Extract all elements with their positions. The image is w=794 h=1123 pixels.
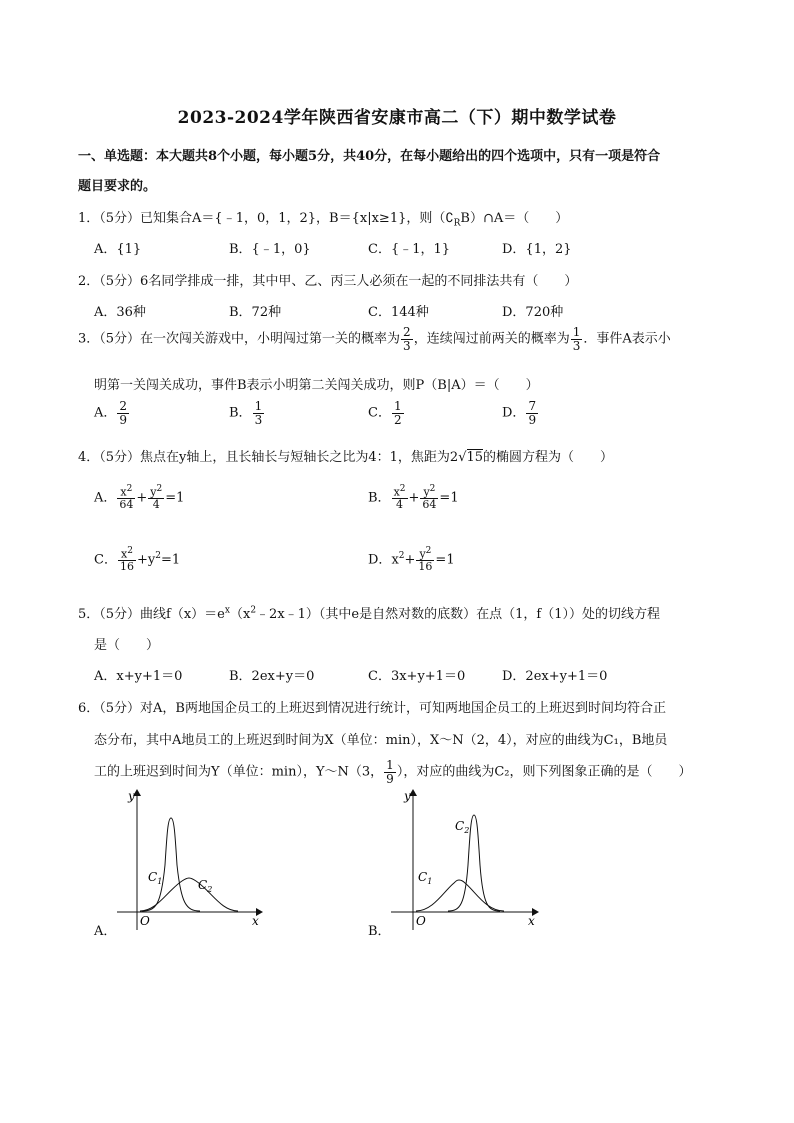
c2-label: $C_2$: [455, 819, 470, 835]
question-3-option-d[interactable]: D． $\frac{7}{9}$: [502, 399, 537, 427]
fraction: $\frac{1}{3}$: [572, 325, 581, 353]
origin-label: O: [140, 914, 150, 928]
question-6-stem-line1: 6．（5分）对A，B两地国企员工的上班迟到情况进行统计，可知两地国企员工的上班迟到时间均符合正: [78, 701, 666, 716]
question-4-stem: 4．（5分）焦点在y轴上，且长轴长与短轴长之比为4：1，焦距为2√15的椭圆方程为（ ）: [78, 450, 614, 465]
question-2-option-d[interactable]: D．720种: [502, 305, 564, 320]
question-2-option-a[interactable]: A．36种: [94, 305, 146, 320]
question-5-stem-line1: 5．（5分）曲线$f(x)=e^x(x^2﹣2x﹣1)$（其中e是自然对数的底数）在点（1，f（1））处的切线方程: [78, 605, 660, 622]
question-3-stem-line1: 3．（5分）在一次闯关游戏中，小明闯过第一关的概率为 $\frac{2}{3}$ ，连续闯过前两关的概率为 $\frac{1}{3}$ ．事件A表示小: [78, 325, 671, 353]
question-1-option-b[interactable]: B．{﹣1，0}: [229, 242, 311, 257]
question-5-option-a[interactable]: A．x+y+1＝0: [94, 669, 183, 684]
question-3-option-c[interactable]: C． $\frac{1}{2}$: [368, 399, 402, 427]
x-label: x: [252, 914, 259, 928]
question-3-option-a[interactable]: A． $\frac{2}{9}$: [94, 399, 128, 427]
question-4-option-c[interactable]: C． $\frac{x^2}{16}$ $+y^2=1$: [94, 546, 181, 574]
question-4-option-d[interactable]: D．$x^2+$ $\frac{y^2}{16}$ =1: [368, 546, 455, 574]
question-2-stem: 2．（5分）6名同学排成一排，其中甲、乙、丙三人必须在一起的不同排法共有（ ）: [78, 274, 578, 289]
question-6-option-b[interactable]: B．: [368, 924, 391, 939]
question-3-stem-line2: 明第一关闯关成功，事件B表示小明第二关闯关成功，则P（B|A）＝（ ）: [94, 378, 539, 393]
question-6-stem-line3: 工的上班迟到时间为Y（单位：min），Y～N（3， $\frac{1}{9}$ ），对应的曲线为C₂，则下列图象正确的是（ ）: [94, 758, 692, 786]
question-1-option-a[interactable]: A．{1}: [94, 242, 142, 257]
c1-label: $C_1$: [148, 870, 163, 886]
c2-label: $C_2$: [198, 878, 213, 894]
graph-a[interactable]: [112, 785, 272, 935]
question-6-option-a[interactable]: A．: [94, 924, 117, 939]
x-label: x: [528, 914, 535, 928]
page-title: 2023-2024学年陕西省安康市高二（下）期中数学试卷: [177, 108, 617, 128]
y-label: y: [128, 789, 135, 803]
question-1-stem: 1．（5分）已知集合A＝{﹣1，0，1，2}，B＝{x|x≥1}，则$(∁_RB)\cap A=$（ ）: [78, 211, 569, 229]
question-6-stem-line2: 态分布，其中A地员工的上班迟到时间为X（单位：min），X～N（2，4），对应的曲线为C₁，B地员: [94, 733, 668, 748]
question-4-option-a[interactable]: A． $\frac{x^2}{64}$ + $\frac{y^2}{4}$ =1: [94, 484, 185, 512]
question-5-option-b[interactable]: B．2ex+y＝0: [229, 669, 315, 684]
question-4-option-b[interactable]: B． $\frac{x^2}{4}$ + $\frac{y^2}{64}$ =1: [368, 484, 459, 512]
question-5-option-c[interactable]: C．3x+y+1＝0: [368, 669, 466, 684]
question-5-option-d[interactable]: D．2ex+y+1＝0: [502, 669, 608, 684]
section-heading-line1: 一、单选题：本大题共8个小题，每小题5分，共40分，在每小题给出的四个选项中，只有一项是符合: [78, 149, 661, 164]
curve-c1: [142, 818, 200, 911]
sqrt-symbol: √: [458, 450, 467, 465]
question-2-option-c[interactable]: C．144种: [368, 305, 429, 320]
origin-label: O: [416, 914, 426, 928]
y-label: y: [404, 789, 411, 803]
section-heading-line2: 题目要求的。: [78, 179, 157, 194]
graph-b[interactable]: [386, 785, 551, 935]
question-3-option-b[interactable]: B． $\frac{1}{3}$: [229, 399, 263, 427]
question-5-stem-line2: 是（ ）: [94, 638, 160, 653]
c1-label: $C_1$: [418, 870, 433, 886]
question-1-option-d[interactable]: D．{1，2}: [502, 242, 572, 257]
question-1-option-c[interactable]: C．{﹣1，1}: [368, 242, 451, 257]
fraction: $\frac{2}{3}$: [403, 325, 411, 353]
question-2-option-b[interactable]: B．72种: [229, 305, 282, 320]
